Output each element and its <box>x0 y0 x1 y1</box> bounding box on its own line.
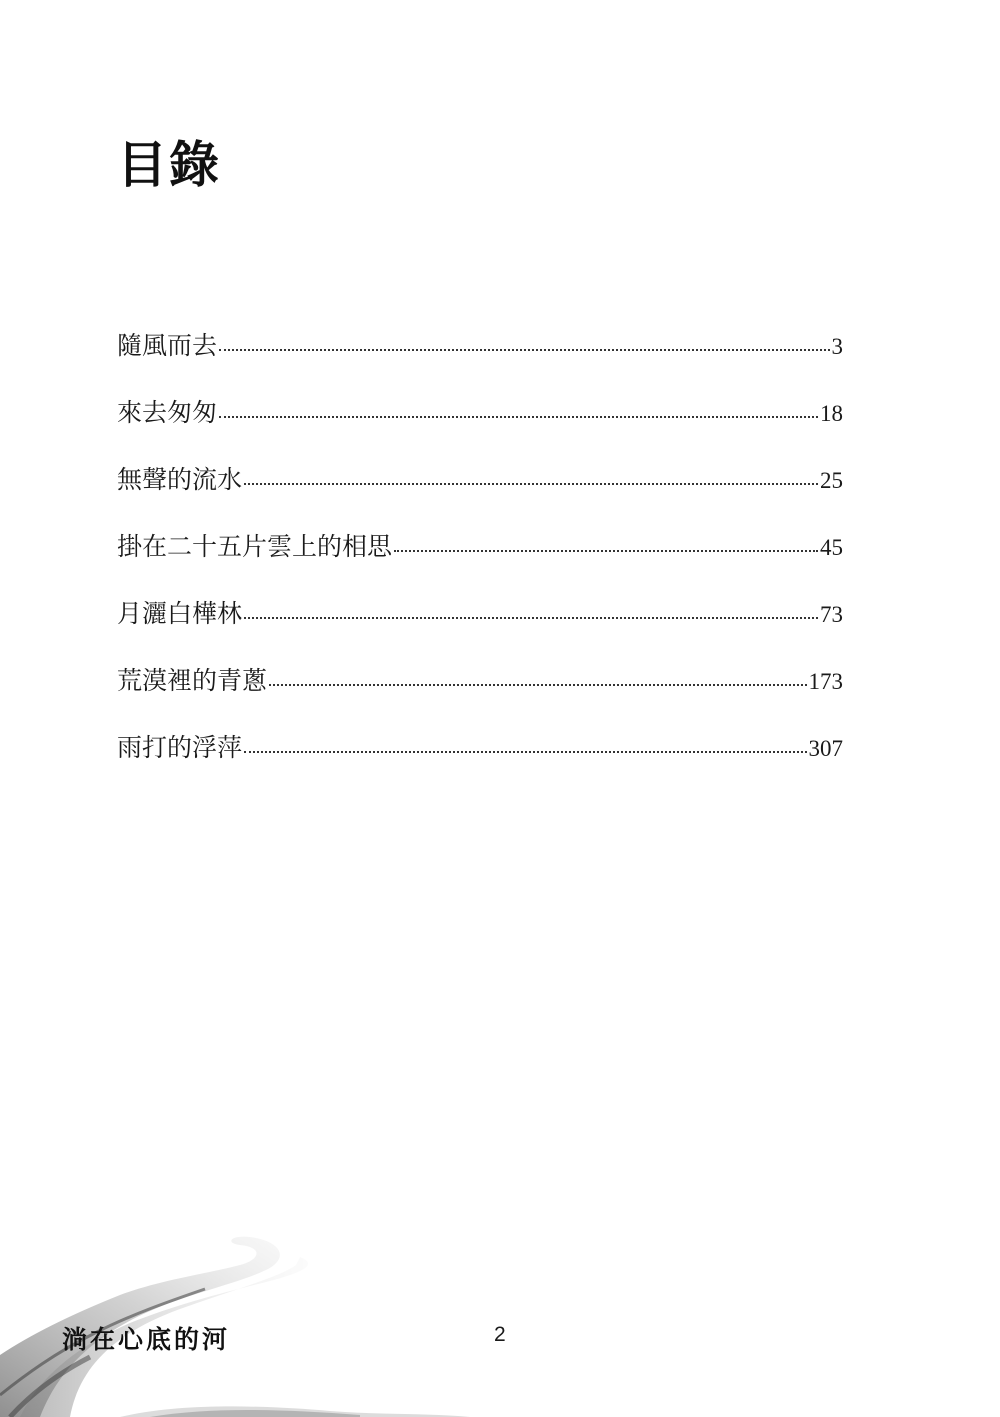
toc-entry-page: 18 <box>820 401 843 426</box>
toc-entry-page: 45 <box>820 535 843 560</box>
dot-leader <box>244 617 818 619</box>
dot-leader <box>394 550 818 552</box>
toc-entry[interactable] <box>117 726 843 793</box>
toc-entry-page: 3 <box>831 334 843 359</box>
toc-entry[interactable] <box>117 391 843 458</box>
dot-leader <box>244 751 806 753</box>
toc-entry-page: 173 <box>808 669 843 694</box>
table-of-contents <box>117 324 843 793</box>
toc-entry-page: 25 <box>820 468 843 493</box>
page-number: 2 <box>494 1323 506 1346</box>
toc-entry-page: 307 <box>808 736 843 761</box>
toc-entry[interactable] <box>117 592 843 659</box>
toc-entry[interactable] <box>117 659 843 726</box>
dot-leader <box>244 483 818 485</box>
toc-entry[interactable] <box>117 525 843 592</box>
toc-entry-title: 月灑白樺林 <box>117 599 243 628</box>
toc-entry-title: 荒漠裡的青蔥 <box>117 666 268 695</box>
dot-leader <box>269 684 806 686</box>
toc-entry-title: 雨打的浮萍 <box>117 733 243 762</box>
book-title: 淌在心底的河 <box>62 1325 231 1354</box>
toc-entry-title: 無聲的流水 <box>117 465 243 494</box>
toc-entry-title: 隨風而去 <box>117 331 218 360</box>
page-title: 目錄 <box>117 136 221 194</box>
dot-leader <box>219 416 818 418</box>
toc-entry-page: 73 <box>820 602 843 627</box>
toc-entry[interactable] <box>117 458 843 525</box>
toc-entry-title: 掛在二十五片雲上的相思 <box>117 532 393 561</box>
toc-entry-title: 來去匆匆 <box>117 398 218 427</box>
dot-leader <box>219 349 829 351</box>
toc-entry[interactable] <box>117 324 843 391</box>
